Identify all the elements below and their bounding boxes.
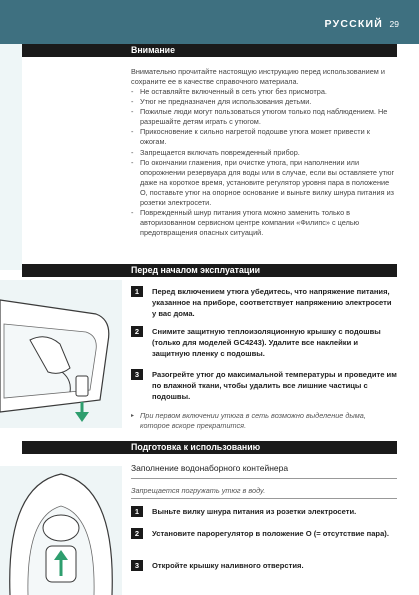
iron-water-tank-illustration bbox=[0, 466, 122, 595]
attention-list bbox=[131, 87, 397, 238]
iron-top-image bbox=[0, 466, 122, 595]
triangle-bullet-icon: ▸ bbox=[131, 413, 135, 419]
divider bbox=[131, 498, 397, 499]
section-bar-attention bbox=[22, 44, 397, 57]
header-band bbox=[0, 0, 419, 44]
list-item: - Не оставляйте включенный в сеть утюг без присмотра. bbox=[131, 87, 397, 97]
step-number: 2 bbox=[131, 326, 143, 337]
before-use-step-3 bbox=[131, 369, 397, 402]
iron-unplugging-illustration bbox=[0, 280, 122, 428]
list-item: - По окончании глажения, при очистке утюга, при наполнении или опорожнении резервуара для воды или в случае, если вы оставляете утюг даже на короткое время, установите регулятор уровня пара в положение O, поставьте утюг на опорное основание и выньте вилку шнура питания из розетки электросети. bbox=[131, 158, 397, 208]
caution-text: Запрещается погружать утюг в воду. bbox=[131, 486, 266, 495]
before-use-step-2 bbox=[131, 326, 397, 359]
step-number: 1 bbox=[131, 506, 143, 517]
step-text: Снимите защитную теплоизоляционную крышку с подошвы (только для моделей GC4243). Удалите все наклейки и защитную пленку с подошвы. bbox=[152, 327, 381, 358]
list-item: - Поврежденный шнур питания утюга можно заменить только в авторизованном сервисном центре компании «Филипс» с целью предотвращения опасных ситуаций. bbox=[131, 208, 397, 238]
step-number: 1 bbox=[131, 286, 143, 297]
before-use-note bbox=[131, 411, 397, 431]
section-title-preparing: Подготовка к использованию bbox=[131, 442, 261, 452]
subsection-heading: Заполнение водонаборного контейнера bbox=[131, 463, 289, 473]
list-item: - Утюг не предназначен для использования детьми. bbox=[131, 97, 397, 107]
section-title-before-use: Перед началом эксплуатации bbox=[131, 265, 261, 275]
section-title-attention: Внимание bbox=[131, 45, 175, 55]
left-margin-strip bbox=[0, 44, 22, 270]
step-text: Перед включением утюга убедитесь, что напряжение питания, указанное на приборе, соответствует напряжению электросети у вас дома. bbox=[152, 287, 392, 318]
list-item: - Пожилые люди могут пользоваться утюгом только под наблюдением. Не разрешайте детям играть с утюгом. bbox=[131, 107, 397, 127]
language-label: РУССКИЙ bbox=[324, 18, 383, 30]
iron-base-image bbox=[0, 280, 122, 428]
list-item: - Запрещается включать поврежденный прибор. bbox=[131, 148, 397, 158]
preparing-step-2 bbox=[131, 528, 397, 539]
list-item: - Прикосновение к сильно нагретой подошве утюга может привести к ожогам. bbox=[131, 127, 397, 147]
preparing-step-1 bbox=[131, 506, 397, 517]
step-number: 3 bbox=[131, 560, 143, 571]
section-bar-preparing bbox=[22, 441, 397, 454]
page-number: 29 bbox=[389, 19, 399, 29]
attention-intro: Внимательно прочитайте настоящую инструкцию перед использованием и сохраните ее в качестве справочного материала. bbox=[131, 67, 385, 87]
step-text: Разогрейте утюг до максимальной температуры и проведите им по влажной ткани, чтобы удалить все лишние частицы с подошвы. bbox=[152, 370, 397, 401]
step-text: Установите парорегулятор в положение O (= отсутствие пара). bbox=[152, 529, 389, 538]
step-text: Выньте вилку шнура питания из розетки электросети. bbox=[152, 507, 357, 516]
step-number: 3 bbox=[131, 369, 143, 380]
before-use-step-1 bbox=[131, 286, 397, 319]
section-bar-before-use bbox=[22, 264, 397, 277]
divider bbox=[131, 478, 397, 479]
note-text: При первом включении утюга в сеть возможно выделение дыма, которое вскоре прекратится. bbox=[140, 411, 366, 430]
preparing-step-3 bbox=[131, 560, 397, 571]
step-text: Откройте крышку наливного отверстия. bbox=[152, 561, 304, 570]
step-number: 2 bbox=[131, 528, 143, 539]
